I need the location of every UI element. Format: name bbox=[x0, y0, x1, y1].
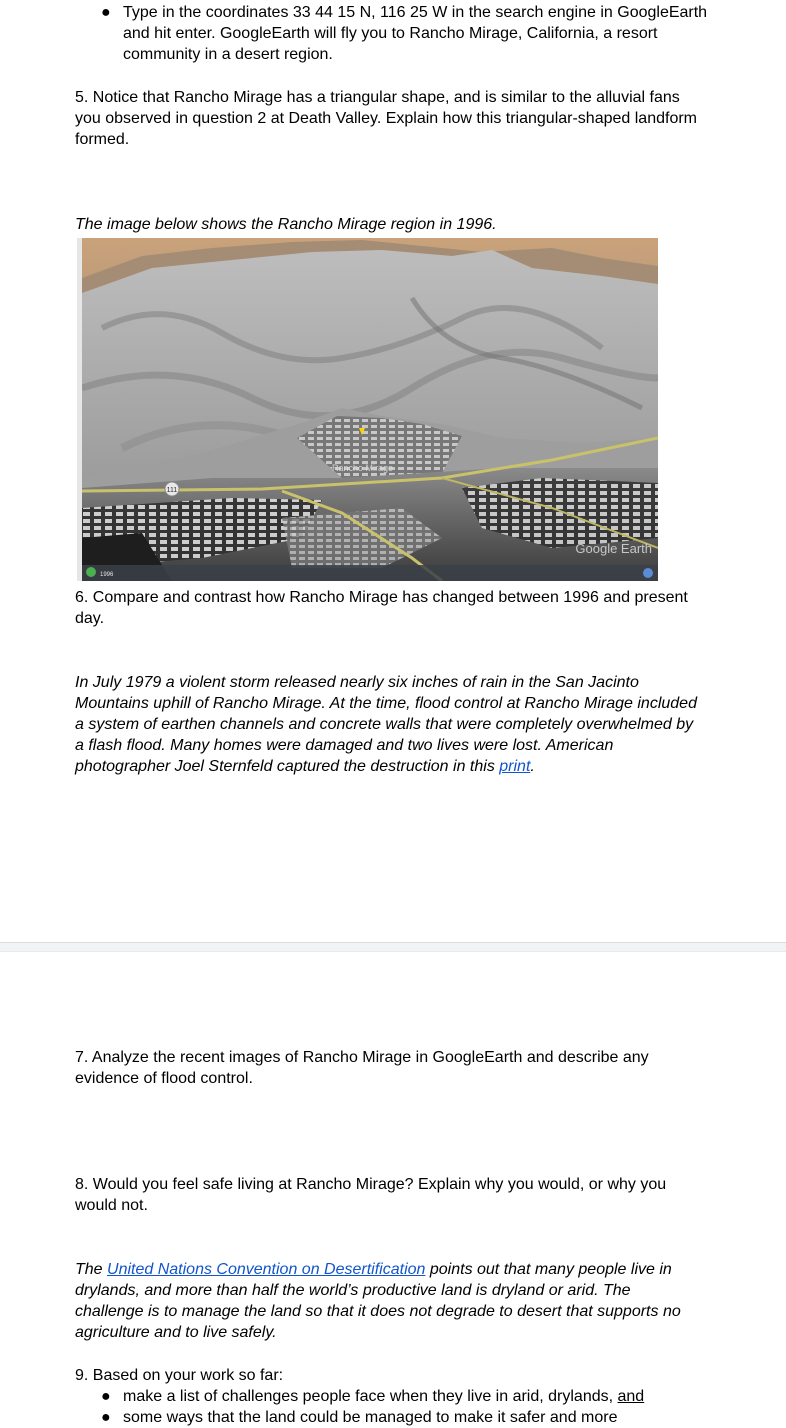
bullet-icon: ● bbox=[101, 4, 111, 21]
q9-bullet-1-and: and bbox=[617, 1388, 645, 1405]
route-badge: 111 bbox=[166, 487, 178, 494]
page-break bbox=[0, 942, 786, 952]
print-link[interactable]: print bbox=[499, 758, 531, 775]
year-badge: 1996 bbox=[100, 572, 114, 578]
instruction-bullet-list bbox=[75, 2, 715, 65]
storm-paragraph bbox=[75, 672, 705, 777]
un-before: The bbox=[75, 1261, 108, 1278]
question-9-bullets bbox=[75, 1386, 715, 1428]
question-9-intro: 9. Based on your work so far: bbox=[75, 1367, 284, 1384]
storm-text: In July 1979 a violent storm released nearly six inches of rain in the San Jacinto Mountains uphill of Rancho Mirage. At the time, flood control at Rancho Mirage included a system of earthen channels and concrete walls that were completely overwhelmed by a flash flood. Many homes were damaged and two lives were lost. American photographer Joel Sternfeld captured the destruction in this bbox=[75, 674, 697, 775]
place-label: Rancho Mirage bbox=[332, 463, 394, 473]
q9-bullet-1 bbox=[75, 1386, 715, 1407]
storm-end: . bbox=[530, 758, 535, 775]
bullet-icon: ● bbox=[101, 1409, 111, 1426]
question-5: 5. Notice that Rancho Mirage has a triangular shape, and is similar to the alluvial fans you observed in question 2 at Death Valley. Explain how this triangular-shaped landform formed. bbox=[75, 89, 697, 148]
q9-bullet-2-text: some ways that the land could be managed to make it safer and more bbox=[123, 1409, 618, 1426]
un-after: points out that many people live in drylands, and more than half the world’s productive land is dryland or arid. The challenge is to manage the land so that it does not degrade to desert that supports no agriculture and to live safely. bbox=[75, 1261, 681, 1341]
image-caption: The image below shows the Rancho Mirage region in 1996. bbox=[75, 216, 497, 233]
instruction-bullet bbox=[75, 2, 715, 65]
question-6: 6. Compare and contrast how Rancho Mirage has changed between 1996 and present day. bbox=[75, 589, 688, 627]
un-paragraph bbox=[75, 1259, 700, 1343]
google-earth-watermark: Google Earth bbox=[575, 541, 652, 556]
q9-bullet-2 bbox=[75, 1407, 715, 1428]
question-7: 7. Analyze the recent images of Rancho Mirage in GoogleEarth and describe any evidence of flood control. bbox=[75, 1049, 649, 1087]
q9-bullet-1-text: make a list of challenges people face when they live in arid, drylands, bbox=[123, 1388, 618, 1405]
question-8: 8. Would you feel safe living at Rancho Mirage? Explain why you would, or why you would not. bbox=[75, 1176, 667, 1214]
rancho-mirage-1996-image bbox=[77, 238, 658, 581]
bullet-icon: ● bbox=[101, 1388, 111, 1405]
instruction-text: Type in the coordinates 33 44 15 N, 116 25 W in the search engine in GoogleEarth and hit enter. GoogleEarth will fly you to Rancho Mirage, California, a resort community in a desert region. bbox=[123, 4, 708, 63]
un-convention-link[interactable]: United Nations Convention on Desertification bbox=[107, 1261, 426, 1278]
